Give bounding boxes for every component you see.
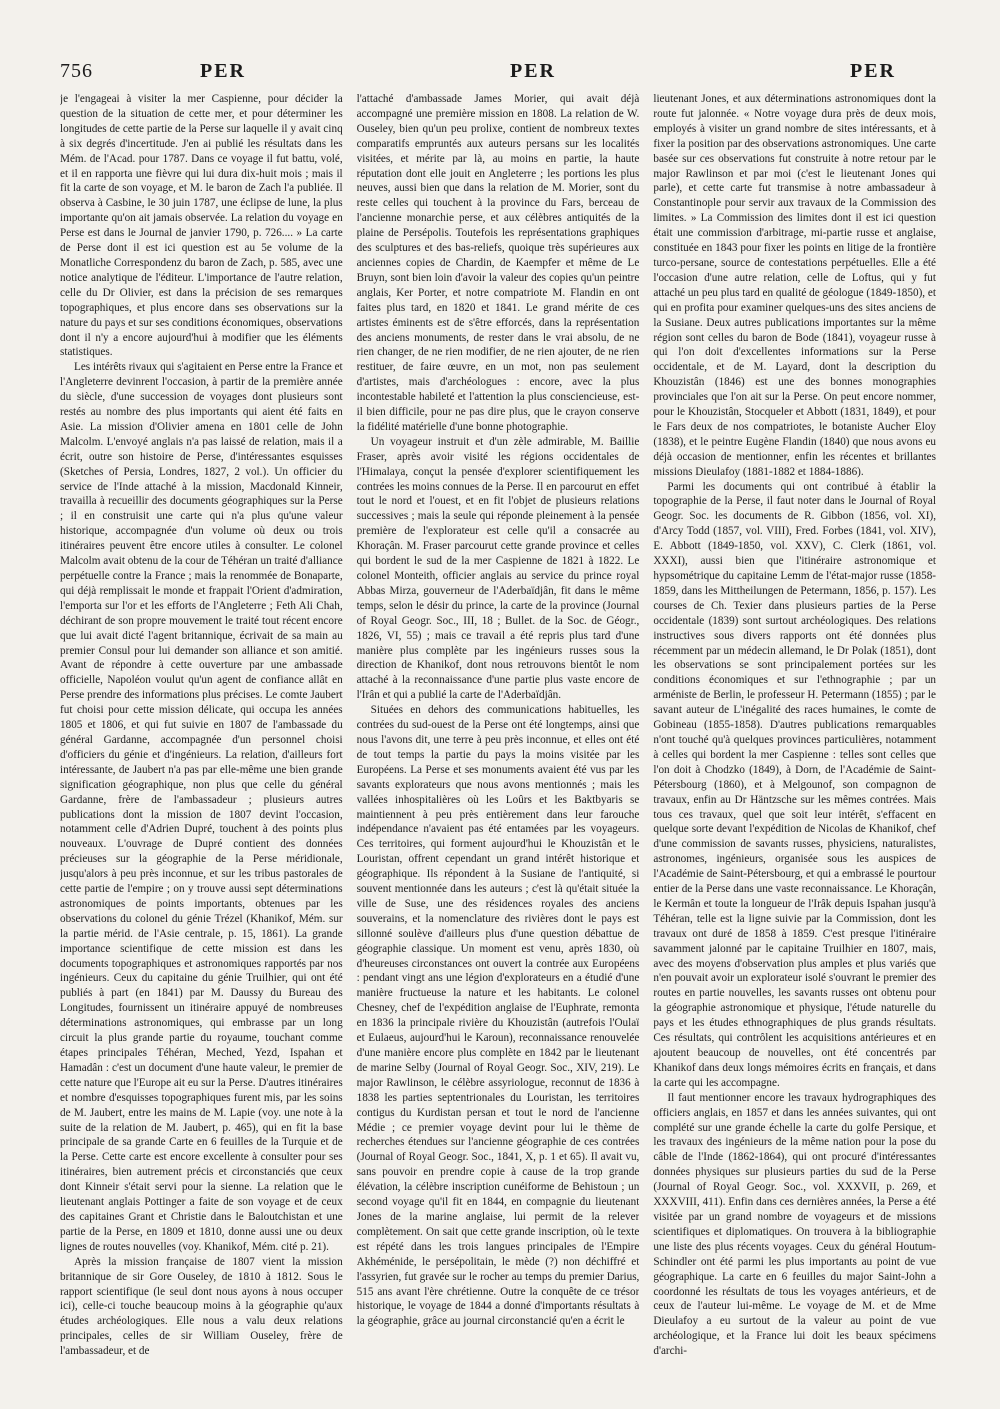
paragraph: Parmi les documents qui ont contribué à établir la topographie de la Perse, il faut noter dans le Journal of Royal Geogr. Soc. les documents de R. Gibbon (1856, vol. XI), d'Arcy Todd (1857, vol. VIII), Fred. Forbes (1841, vol. XIV), E. Abbott (1849-1850, vol. XXV), C. Clerk (1861, vol. XXXI), aussi bien que l'itinéraire astronomique et hypsométrique du capitaine Lemm de l'état-major russe (1858-1859, dans les Mittheilungen de Petermann, 1856, p. 157). Les courses de Ch. Texier dans plusieurs parties de la Perse occidentale (1839) sont surtout archéologiques. Des relations instructives sous divers rapports ont été données plus récemment par un médecin allemand, le Dr Polak (1851), dont les observations se sont principalement portées sur les conditions économiques et sur l'ethnographie ; par un arméniste de Berlin, le professeur H. Petermann (1855) ; par le savant auteur de L'inégalité des races humaines, le comte de Gobineau (1855-1858). D'autres publications remarquables n'ont touché qu'à quelques provinces particulières, notamment à celles qui bordent la mer Caspienne : telles sont celles que l'on doit à Chodzko (1849), à Dorn, de l'Académie de Saint-Pétersbourg (1860), et à Melgounof, son compagnon de travaux, enfin au Dr Häntzsche sur les mêmes contrées. Mais tous ces travaux, quel que soit leur intérêt, s'effacent en quelque sorte devant l'expédition de Nicolas de Khanikof, chef d'une commission de savants russes, physiciens, naturalistes, astronomes, ingénieurs, organisée sous les auspices de l'Académie de Saint-Pétersbourg, et qui a embrassé le pourtour entier de la Perse dans une vaste reconnaissance. Le Khoraçân, le Kermân et toute la longueur de l'Irâk depuis Ispahan jusqu'à Téhéran, telle est la ligne suivie par la Commission, dont les travaux ont duré de 1858 à 1859. C'est presque l'itinéraire savamment jalonné par le capitaine Truilhier en 1807, mais, avec des moyens d'observation plus amples et plus variés que n'en pouvait avoir un explorateur isolé s'ouvrant le premier des routes en partie nouvelles, les savants russes ont obtenu pour la géographie astronomique et physique, l'étude naturelle du pays et les études ethnographiques de plus grands résultats. Ces résultats, qui contrôlent les acquisitions antérieures et en ajoutent beaucoup de nouvelles, ont été concentrés par Khanikof dans deux longs mémoires écrits en français, et dans la carte qui les accompagne.	[653, 480, 937, 1089]
paragraph: Les intérêts rivaux qui s'agitaient en Perse entre la France et l'Angleterre devinrent l'occasion, à partir de la première année du siècle, d'une succession de voyages dont plusieurs sont restés au nombre des plus importants qui aient été faits en Asie. La mission d'Olivier amena en 1801 celle de John Malcolm. L'envoyé anglais n'a pas laissé de relation, mais il a écrit, outre son histoire de Perse, d'intéressantes esquisses (Sketches of Persia, Londres, 1827, 2 vol.). Un officier du service de l'Inde attaché à la mission, Macdonald Kinneir, travailla à recueillir des documents géographiques sur la Perse ; il en construisit une carte qui n'a plus qu'une valeur historique, accompagnée d'un volume où deux ou trois itinéraires peuvent être encore utiles à consulter. Le colonel Malcolm avait obtenu de la cour de Téhéran un traité d'alliance perpétuelle contre la France ; mais la renommée de Bonaparte, qui déjà remplissait le monde et frappait l'Orient d'admiration, l'emporta sur l'or et les efforts de l'Angleterre ; Feth Ali Chah, déchirant de son propre mouvement le traité tout récent encore que lui avait dicté l'agent britannique, écrivait de sa main au premier Consul pour lui demander son alliance et son amitié. Avant de répondre à cette ouverture par une ambassade officielle, Napoléon voulut qu'un agent de confiance allât en Perse prendre des informations plus précises. Le comte Jaubert fut choisi pour cette mission délicate, qui occupa les années 1805 et 1806, et qui fut suivie en 1807 de l'ambassade du général Gardanne, accompagnée d'un personnel choisi d'officiers du génie et d'ingénieurs. La relation, d'ailleurs fort intéressante, de Jaubert n'a pas par elle-même une bien grande signification géographique, non plus que celle du général Gardanne, frère de l'ambassadeur ; plusieurs autres publications dont la mission de 1807 devint l'occasion, notamment celle d'Adrien Dupré, touchent à des points plus nouveaux. L'ouvrage de Dupré contient des données précieuses sur la géographie de la Perse méridionale, jusqu'alors à peu près inconnue, et sur les tribus pastorales de cette partie de l'empire ; on y trouve aussi sept déterminations astronomiques de points importants, obtenues par les observations du colonel du génie Trézel (Khanikof, Mém. sur la partie mérid. de l'Asie centrale, p. 15, 1861). La grande importance scientifique de cette mission est dans les documents topographiques et astronomiques rapportés par nos ingénieurs. Ceux du capitaine du génie Truilhier, qui ont été publiés à part (en 1841) par M. Daussy du Bureau des Longitudes, fournissent un itinéraire appuyé de nombreuses déterminations astronomiques, qui embrasse par un long circuit la plus grande partie du royaume, touchant comme étapes principales Téhéran, Meched, Yezd, Ispahan et Hamadân : c'est un document d'une haute valeur, le premier de cette nature que l'Europe ait eu sur la Perse. D'autres itinéraires et nombre d'esquisses topographiques furent mis, par les soins de M. Jaubert, entre les mains de M. Lapie (voy. une note à la suite de la relation de M. Jaubert, p. 465), qui en fit la base principale de sa grande Carte en 6 feuilles de la Turquie et de la Perse. Cette carte est encore excellente à consulter pour ses itinéraires, bien autrement précis et circonstanciés que ceux dont Kinneir s'était servi pour la sienne. La relation que le lieutenant anglais Pottinger a faite de son voyage et de ceux des capitaines Grant et Christie dans le Baloutchistan et une partie de la Perse, en 1809 et 1810, donne aussi une ou deux lignes de routes nouvelles (voy. Khanikof, Mém. cité p. 21).	[60, 361, 343, 1253]
page-header	[60, 60, 936, 90]
page-number: 756	[60, 60, 93, 82]
paragraph: l'attaché d'ambassade James Morier, qui avait déjà accompagné une première mission en 1808. La relation de W. Ouseley, bien qu'un peu prolixe, contient de nombreux textes comparatifs empruntés aux auteurs persans sur les localités visitées, et mérite par là, au moins en partie, la haute réputation dont elle jouit en Angleterre ; les portions les plus neuves, aussi bien que dans la relation de M. Morier, sont du reste celles qui touchent à la province du Fars, berceau de l'ancienne monarchie perse, et aux célèbres antiquités de la plaine de Persépolis. Toutefois les représentations graphiques des sculptures et des bas-reliefs, quoique très supérieures aux anciennes copies de Chardin, de Kaempfer et même de Le Bruyn, sont bien loin d'avoir la valeur des copies qu'un peintre anglais, Ker Porter, et notre compatriote M. Flandin en ont faites plus tard, en 1820 et 1841. Le grand mérite de ces artistes éminents est de s'être efforcés, dans la représentation des anciens monuments, de rester dans le vrai absolu, de ne rien changer, de ne rien modifier, de ne rien ajouter, de ne rien restituer, de faire œuvre, en un mot, non pas seulement d'artistes, mais d'archéologues : encore, avec la plus incontestable habileté et l'attention la plus consciencieuse, est-il bien difficile, pour ne pas dire plus, que le crayon conserve la fidélité matérielle d'une bonne photographie.	[356, 93, 640, 433]
paragraph: Après la mission française de 1807 vient la mission britannique de sir Gore Ouseley, de 1810 à 1812. Sous le rapport scientifique (le seul dont nous ayons à nous occuper ici), celle-ci touche beaucoup moins à la géographie qu'aux études archéologiques. Elle nous a valu deux relations principales, celles de sir William Ouseley, frère de l'ambassadeur, et de	[60, 1255, 343, 1358]
column-middle	[357, 92, 640, 1395]
paragraph: Un voyageur instruit et d'un zèle admirable, M. Baillie Fraser, après avoir visité les régions occidentales de l'Himalaya, conçut la pensée d'explorer scientifiquement les contrées les moins connues de la Perse. Il en parcourut en effet tout le nord et l'ouest, et en fit l'objet de plusieurs relations successives ; mais la seule qui réponde pleinement à la pensée première de l'explorateur est celle qu'il a consacrée au Khoraçân. M. Fraser parcourut cette grande province et celles qui bordent le sud de la mer Caspienne de 1821 à 1822. Le colonel Monteith, officier anglais au service du prince royal Abbas Mirza, gouverneur de l'Aderbaïdjân, fit dans le même temps, selon le désir du prince, la carte de la province (Journal of Royal Geogr. Soc., III, 18 ; Bullet. de la Soc. de Géogr., 1826, VI, 55) ; mais ce travail a été repris plus tard d'une manière plus complète par les ingénieurs russes sous la direction de Khanikof, dont nous retrouvons bientôt le nom attaché à la reconnaissance d'une partie plus vaste encore de l'Irân et qui a publié la carte de l'Aderbaïdjân.	[356, 435, 640, 702]
text-columns	[60, 92, 936, 1395]
paragraph: Il faut mentionner encore les travaux hydrographiques des officiers anglais, en 1857 et dans les années suivantes, qui ont complété sur une grande échelle la carte du golfe Persique, et les travaux des ingénieurs de la même nation pour la pose du câble de l'Inde (1862-1864), qui ont procuré d'intéressantes données physiques sur plusieurs parties du sud de la Perse (Journal of Royal Geogr. Soc., vol. XXXVII, p. 269, et XXXVIII, 411). Enfin dans ces dernières années, la Perse a été visitée par un grand nombre de voyageurs et de missions scientifiques et diplomatiques. On trouvera à la bibliographie une liste des plus récents voyages. Ceux du général Houtum-Schindler ont été parmi les plus importants au point de vue géographique. La carte en 6 feuilles du major Saint-John a coordonné les résultats de tous les voyages antérieurs, et de ceux de l'auteur lui-même. Le voyage de M. et de Mme Dieulafoy a eu surtout de la valeur au point de vue archéologique, et la France lui doit les beaux spécimens d'archi-	[653, 1091, 937, 1358]
paragraph: lieutenant Jones, et aux déterminations astronomiques dont la route fut jalonnée. « Notre voyage dura près de deux mois, employés à visiter un grand nombre de sites intéressants, et à fixer la position par des observations astronomiques. Une carte basée sur ces observations fut construite à notre retour par le major Rawlinson et par moi (c'est le lieutenant Jones qui parle), et cette carte fut transmise à notre ambassadeur à Constantinople pour servir aux travaux de la Commission des limites. » La Commission des limites dont il est ici question était une commission d'arbitrage, mi-partie russe et anglaise, constituée en 1843 pour fixer les points en litige de la frontière turco-persane, source de contestations perpétuelles. Elle a été l'occasion d'une autre relation, celle de Loftus, qui y fut attaché un peu plus tard en qualité de géologue (1849-1850), et qui en profita pour examiner quelques-uns des sites anciens de la Susiane. Deux autres publications importantes sur la même région sont celles du baron de Bode (1841), voyageur russe à qui l'on doit d'excellentes informations sur la Perse occidentale, et de M. Layard, dont la description du Khouzistân (1846) est une des bonnes monographies provinciales que l'on ait sur la Perse. On peut encore nommer, pour le Khouzistân, Stocqueler et Abbott (1831, 1849), et pour le Fars deux de nos compatriotes, le botaniste Aucher Eloy (1838), et le peintre Eugène Flandin (1840) que nous avons eu déjà occasion de mentionner, enfin les récentes et brillantes missions Dieulafoy (1881-1882 et 1884-1886).	[653, 93, 937, 478]
catchword-center: PER	[510, 60, 556, 82]
catchword-left: PER	[200, 60, 246, 82]
paragraph: Situées en dehors des communications habituelles, les contrées du sud-ouest de la Perse ont été longtemps, ainsi que nous l'avons dit, une terre à peu près inconnue, et elles ont été de tout temps la partie du pays la moins visitée par les Européens. La Perse et ses monuments avaient été vus par les savants explorateurs que nous avons mentionnés ; mais les vallées inhospitalières où les Loûrs et les Baktbyaris se maintiennent à peu près entièrement dans leur farouche indépendance n'avaient pas été entamées par les voyageurs. Ces territoires, qui forment aujourd'hui le Khouzistân et le Louristan, offrent cependant un grand intérêt historique et géographique. Ils répondent à la Susiane de l'antiquité, si souvent mentionnée dans les auteurs ; c'est là qu'était située la ville de Suse, une des résidences royales des anciens souverains, et la nomenclature des rivières dont le pays est sillonné soulève d'ailleurs plus d'une question débattue de géographie classique. Un moment est venu, après 1830, où d'heureuses circonstances ont ouvert la contrée aux Européens : pendant vingt ans une légion d'explorateurs en a étudié d'une manière fructueuse la nature et les habitants. Le colonel Chesney, chef de l'expédition anglaise de l'Euphrate, remonta en 1836 la principale rivière du Khouzistân (autrefois l'Oulaï et Eulaeus, aujourd'hui le Karoun), reconnaissance renouvelée d'une manière encore plus complète en 1842 par le lieutenant de marine Selby (Journal of Royal Geogr. Soc., XIV, 219). Le major Rawlinson, le célèbre assyriologue, reconnut de 1836 à 1838 les parties septentrionales du Louristan, les territoires contigus du Kurdistan persan et tout le nord de l'ancienne Médie ; ce premier voyage devint pour lui le thème de recherches étendues sur l'ancienne géographie de ces contrées (Journal of Royal Geogr. Soc., 1841, X, p. 1 et 65). Il avait vu, sans pouvoir en prendre copie à cause de la trop grande élévation, la célèbre inscription cunéiforme de Behistoun ; un second voyage qu'il fit en 1844, en compagnie du lieutenant Jones de la marine anglaise, lui permit de la relever complètement. On sait que cette grande inscription, où le texte est répété dans les trois langues principales de l'Empire Akhéménide, le persépolitain, le mède (?) non déchiffré et l'assyrien, fut gravée sur le rocher au temps du premier Darius, 515 ans avant l'ère chrétienne. Outre la conquête de ce trésor historique, le voyage de 1844 a donné d'importants résultats à la géographie, grâce au journal circonstancié qu'en a écrit le	[356, 704, 640, 1328]
catchword-right: PER	[850, 60, 896, 82]
column-left	[60, 92, 343, 1395]
column-right	[653, 92, 936, 1395]
paragraph: je l'engageai à visiter la mer Caspienne, pour décider la question de la situation de cette mer, et pour déterminer les longitudes de cette partie de la Perse sur laquelle il y avait cinq à six degrés d'incertitude. J'en ai publié les résultats dans les Mém. de l'Acad. pour 1787. Dans ce voyage il fut battu, volé, et il en rapporta une fièvre qui lui dura dix-huit mois ; mais il fit la carte de son voyage, et M. le baron de Zach l'a publiée. Il observa à Casbine, le 30 juin 1787, une éclipse de lune, la plus importante qu'on ait jamais observée. La relation du voyage en Perse est dans le Journal de janvier 1790, p. 726.... » La carte de Perse dont il est ici question est au 5e volume de la Monatliche Correspondenz du baron de Zach, p. 585, avec une notice analytique de l'éditeur. L'importance de l'autre relation, celle du Dr Olivier, est dans la précision de ses remarques topographiques, et plus encore dans ses observations sur la nature du pays et sur ses conditions économiques, observations dont il n'y a encore aujourd'hui à modifier que les éléments statistiques.	[60, 93, 343, 359]
